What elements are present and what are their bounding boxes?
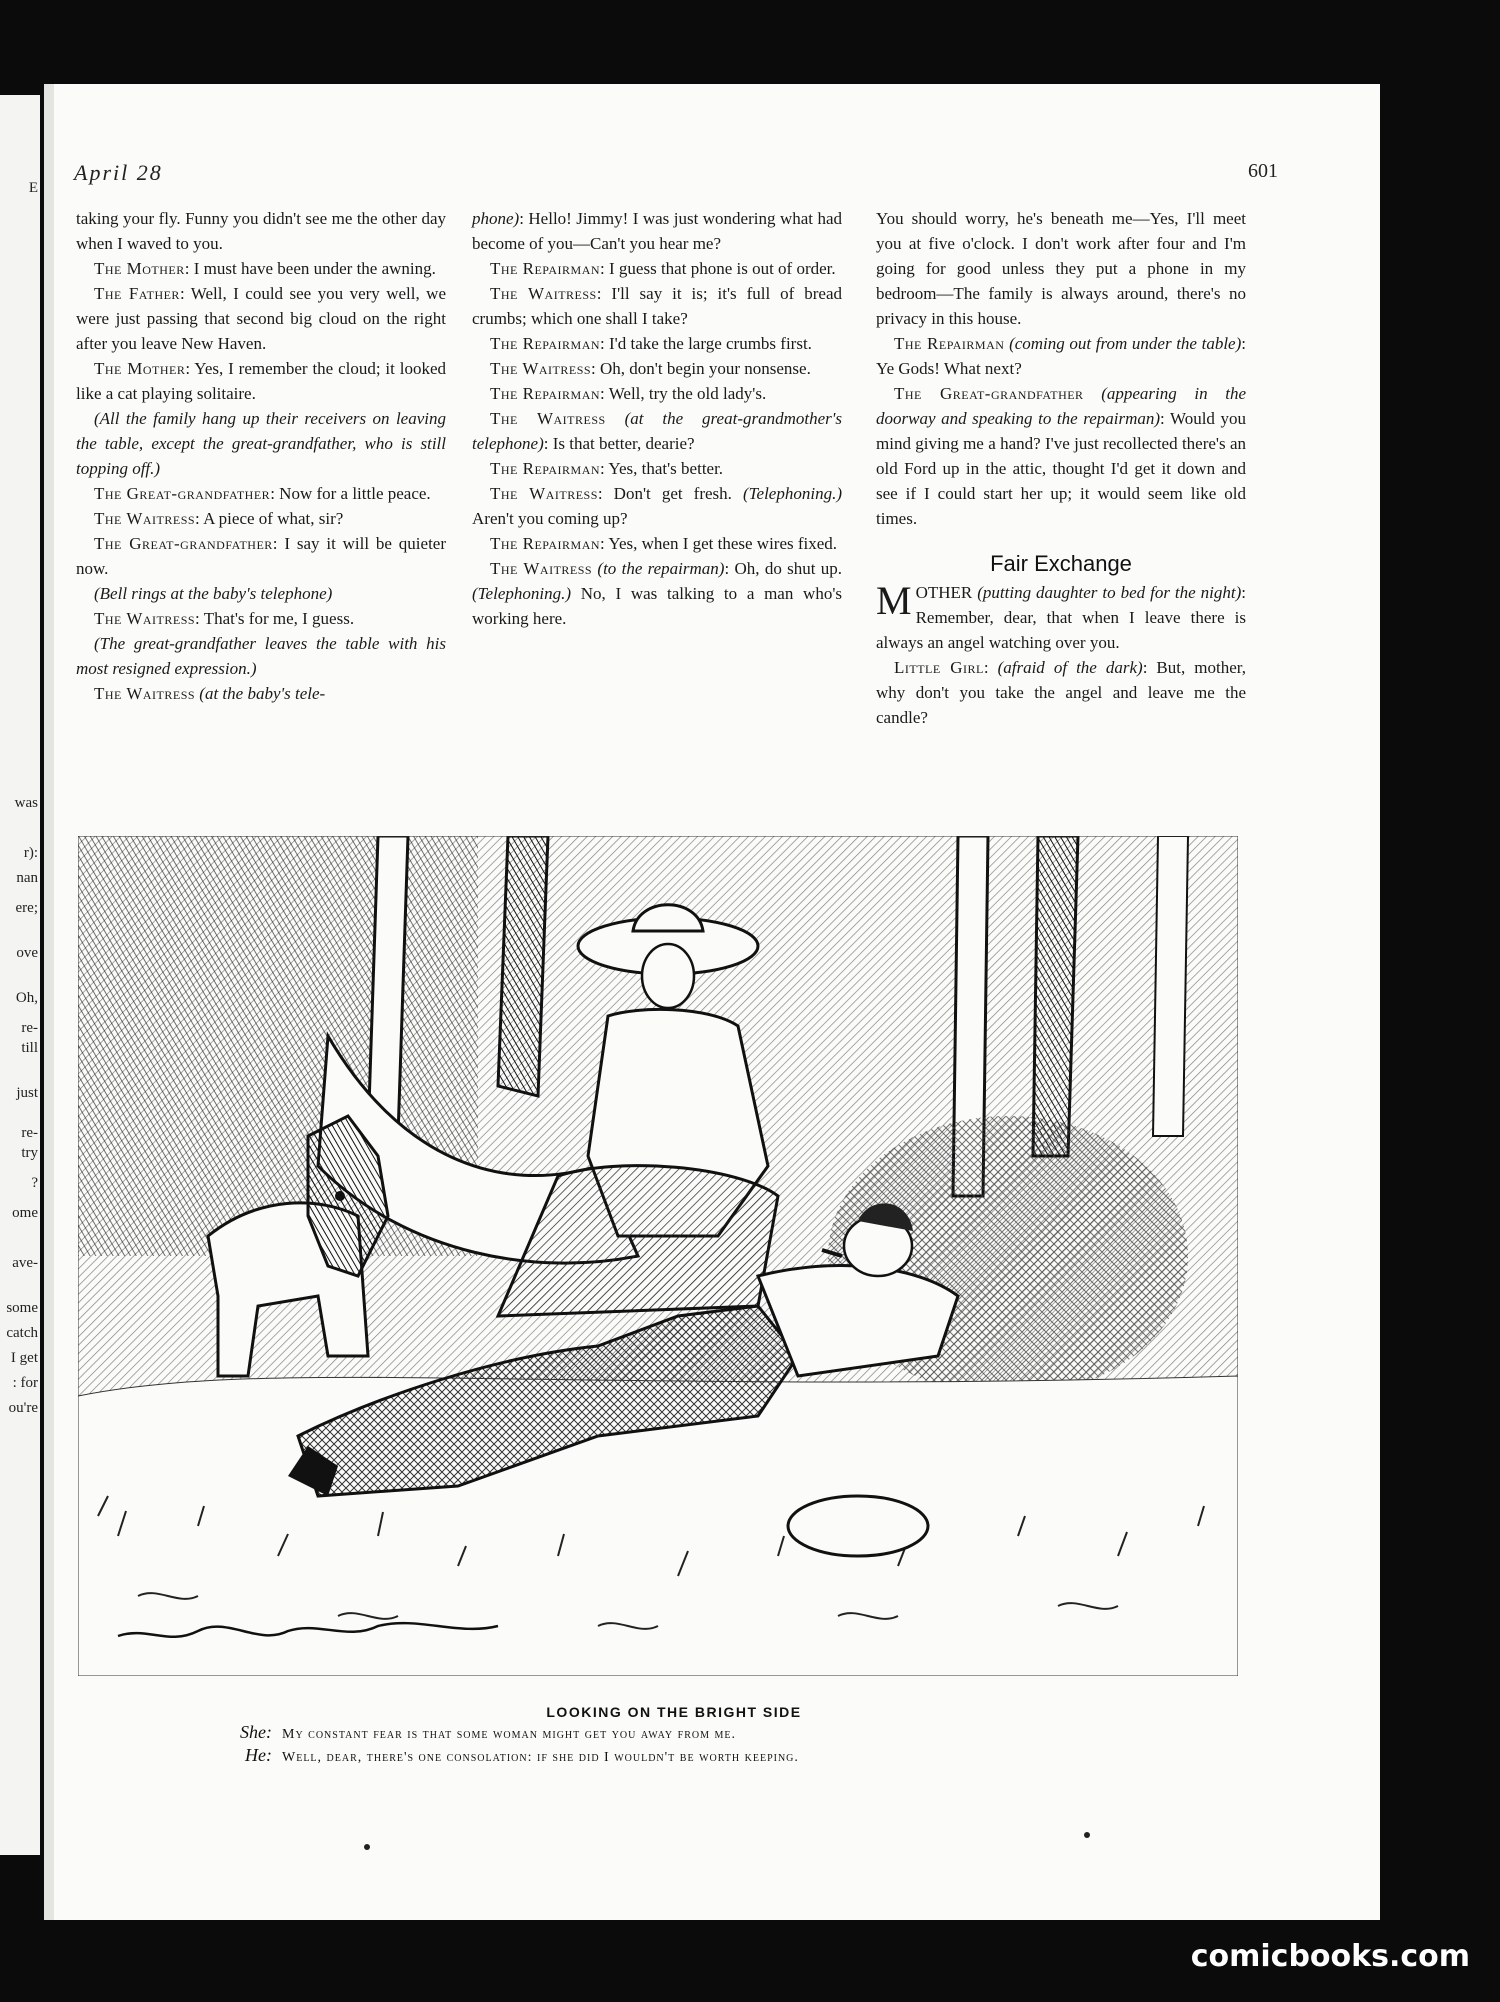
stage-direction: (afraid of the dark) [997, 658, 1143, 677]
dialogue-paragraph [472, 556, 842, 631]
speaker-name: The Waitress [490, 359, 592, 378]
dialogue-paragraph [76, 206, 446, 256]
dialogue-text: : I must have been under the awning. [184, 259, 436, 278]
speaker-name: The Repairman [490, 534, 601, 553]
speaker-name: The Repairman [490, 259, 601, 278]
speaker-name: The Waitress [94, 509, 196, 528]
left-page-text-fragment: I get [10, 1350, 38, 1366]
magazine-page [44, 84, 1380, 1920]
column-3-dialogue [876, 206, 1246, 531]
dialogue-text: : Yes, I remember the cloud; it looked like a cat playing solitaire. [76, 359, 446, 403]
drop-cap: M [876, 578, 912, 623]
dialogue-paragraph [76, 531, 446, 581]
left-page-text-fragment: till [21, 1040, 38, 1056]
dialogue-text: : Would you mind giving me a hand? I've just recollected there's an old Ford up in the attic, thought I'd get it down and see if I could start her up; it would seem like old times. [876, 409, 1246, 528]
dialogue-text: : Well, try the old lady's. [600, 384, 767, 403]
left-page-text-fragment: Oh, [15, 990, 38, 1006]
dialogue-text: : Well, I could see you very well, we were just passing that second big cloud on the right after you leave New Haven. [76, 284, 446, 353]
speaker-mother: OTHER [915, 583, 973, 602]
page-gutter [44, 84, 54, 1920]
speaker-name: The Waitress [94, 684, 196, 703]
paragraph-text: taking your fly. Funny you didn't see me the other day when I waved to you. [76, 209, 446, 253]
stage-direction: (Bell rings at the baby's telephone) [94, 584, 333, 603]
speaker-name: The Father [94, 284, 180, 303]
dialogue-text: : Is that better, dearie? [543, 434, 695, 453]
left-page-text-fragment: try [21, 1145, 38, 1161]
dialogue-paragraph [472, 456, 842, 481]
dialogue-text: No, I was talking to a man who's working here. [472, 584, 843, 628]
left-page-text-fragment: ome [12, 1205, 38, 1221]
dialogue-paragraph [472, 331, 842, 356]
left-page-text-fragment: some [6, 1300, 38, 1316]
dialogue-text: : That's for me, I guess. [195, 609, 355, 628]
speaker-name: The Great-grandfather [94, 484, 271, 503]
left-page-text-fragment: catch [6, 1325, 38, 1341]
dialogue-text: : Don't get fresh. [597, 484, 732, 503]
speaker-name: The Waitress [490, 484, 598, 503]
dialogue-text: : I'll say it is; it's full of bread crumbs; which one shall I take? [472, 284, 843, 328]
dialogue-text: : A piece of what, sir? [195, 509, 344, 528]
dialogue-paragraph [472, 206, 842, 256]
dialogue-text: : But, mother, why don't you take the angel and leave me the candle? [876, 658, 1246, 727]
dialogue-paragraph [472, 531, 842, 556]
dialogue-paragraph [472, 406, 842, 456]
stage-direction: (to the repairman) [597, 559, 725, 578]
straw-hat [788, 1496, 928, 1556]
dialogue-paragraph [76, 506, 446, 531]
text-column-1 [76, 206, 446, 706]
speaker-name: The Repairman [490, 384, 601, 403]
left-page-text-fragment: just [16, 1085, 38, 1101]
stage-direction: (appearing in the doorway and speaking to the repairman) [876, 384, 1247, 428]
left-page-text-fragment: E [28, 180, 38, 196]
caption-speaker: She: [240, 1722, 272, 1742]
running-header-date: April 28 [74, 160, 163, 185]
caption-speaker: He: [245, 1745, 272, 1765]
speaker-name: The Mother [94, 359, 186, 378]
stage-direction: (Telephoning.) [742, 484, 842, 503]
stage-direction: phone) [472, 209, 520, 228]
left-page-text-fragment: ove [16, 945, 38, 961]
speaker-name: The Waitress [490, 409, 606, 428]
dialogue-text: : I say it will be quieter now. [76, 534, 446, 578]
stage-direction: (putting daughter to bed for the night) [977, 583, 1242, 602]
dialogue-paragraph [76, 631, 446, 681]
left-page-text-fragment: ere; [15, 900, 38, 916]
dialogue-text: : I guess that phone is out of order. [600, 259, 836, 278]
cartoon-title: LOOKING ON THE BRIGHT SIDE [546, 1704, 802, 1720]
speaker-name: The Great-grandfather [894, 384, 1084, 403]
dialogue-paragraph [76, 581, 446, 606]
speaker-name: The Mother [94, 259, 185, 278]
print-speck [1084, 1832, 1090, 1838]
dialogue-text: : I'd take the large crumbs first. [600, 334, 812, 353]
dialogue-paragraph [876, 381, 1246, 531]
dialogue-text: : Ye Gods! What next? [876, 334, 1247, 378]
face [642, 944, 694, 1008]
dialogue-paragraph [472, 281, 842, 331]
page-number: 601 [1248, 160, 1278, 182]
left-page-text-fragment: ave- [12, 1255, 38, 1271]
dialogue-paragraph [472, 481, 842, 531]
left-page-text-fragment: re- [21, 1020, 38, 1036]
dialogue-text: : Yes, that's better. [600, 459, 724, 478]
caption-text: My constant fear is that some woman might get you away from me. [282, 1727, 736, 1742]
dialogue-text: Aren't you coming up? [472, 509, 628, 528]
dialogue-text: : Oh, don't begin your nonsense. [591, 359, 811, 378]
tree-trunk [1153, 836, 1188, 1136]
dialogue-paragraph [876, 206, 1246, 331]
dialogue-paragraph [76, 481, 446, 506]
caption-text: Well, dear, there's one consolation: if she did I wouldn't be worth keeping. [282, 1750, 799, 1765]
dialogue-paragraph [472, 381, 842, 406]
left-page-text-fragment: ou're [8, 1400, 38, 1416]
cartoon-illustration [78, 836, 1238, 1676]
dialogue-text: : Yes, when I get these wires fixed. [600, 534, 838, 553]
dialogue-paragraph [76, 606, 446, 631]
print-speck [364, 1844, 370, 1850]
dialogue-paragraph [76, 681, 446, 706]
dialogue-paragraph [76, 406, 446, 481]
stage-direction: (coming out from under the table) [1009, 334, 1242, 353]
dialogue-text: : Oh, do shut up. [724, 559, 843, 578]
left-page-text-fragment: r): [23, 845, 38, 861]
speaker-name: The Great-grandfather [94, 534, 273, 553]
fair-exchange-paragraph-1 [876, 580, 1246, 655]
speaker-name: The Repairman [490, 334, 601, 353]
dialogue-paragraph [76, 256, 446, 281]
pen-drawing [78, 836, 1238, 1676]
left-page-text-fragment: : for [12, 1375, 38, 1391]
dialogue-text: : Now for a little peace. [270, 484, 431, 503]
dialogue-paragraph [472, 356, 842, 381]
speaker-name: The Repairman [894, 334, 1005, 353]
stage-direction: (Telephoning.) [472, 584, 572, 603]
left-page-text-fragment: nan [16, 870, 38, 886]
stage-direction: (at the baby's tele- [199, 684, 326, 703]
dialogue-text: : Remember, dear, that when I leave there is always an angel watching over you. [876, 583, 1247, 652]
watermark: comicbooks.com [1190, 1939, 1470, 1974]
left-page-text-fragment: ? [31, 1175, 38, 1191]
tree-trunk [498, 836, 548, 1096]
fair-exchange-paragraph-2: Little Girl: (afraid of the dark): But, mother, why don't you take the angel and leave me the candle? [876, 658, 1246, 727]
stage-direction: (All the family hang up their receivers on leaving the table, except the great-grandfather, who is still topping off.) [76, 409, 446, 478]
speaker-name: The Waitress [490, 559, 593, 578]
speaker-name: The Repairman [490, 459, 601, 478]
paragraph-text: You should worry, he's beneath me—Yes, I'll meet you at five o'clock. I don't work after four and I'm going for good unless they put a phone in my bedroom—The family is always around, there's no privacy in this house. [876, 209, 1246, 328]
cartoon-caption [224, 1702, 1124, 1768]
dialogue-paragraph [472, 256, 842, 281]
left-page-text-fragment: was [14, 795, 38, 811]
text-column-2 [472, 206, 842, 631]
dialogue-paragraph [76, 356, 446, 406]
left-page-fragment [0, 95, 40, 1855]
section-title-fair-exchange: Fair Exchange [990, 551, 1132, 576]
dialogue-text: : Hello! Jimmy! I was just wondering what had become of you—Can't you hear me? [472, 209, 842, 253]
dialogue-paragraph [876, 331, 1246, 381]
speaker-name: The Waitress [94, 609, 196, 628]
speaker-little-girl: Little Girl [894, 658, 984, 677]
caption-line-he [224, 1745, 1124, 1768]
dialogue-paragraph [76, 281, 446, 356]
left-page-text-fragment: re- [21, 1125, 38, 1141]
text-column-3 [876, 206, 1246, 730]
stage-direction: (at the great-grandmother's telephone) [472, 409, 843, 453]
caption-line-she [224, 1722, 1124, 1745]
stage-direction: (The great-grandfather leaves the table with his most resigned expression.) [76, 634, 446, 678]
speaker-name: The Waitress [490, 284, 597, 303]
